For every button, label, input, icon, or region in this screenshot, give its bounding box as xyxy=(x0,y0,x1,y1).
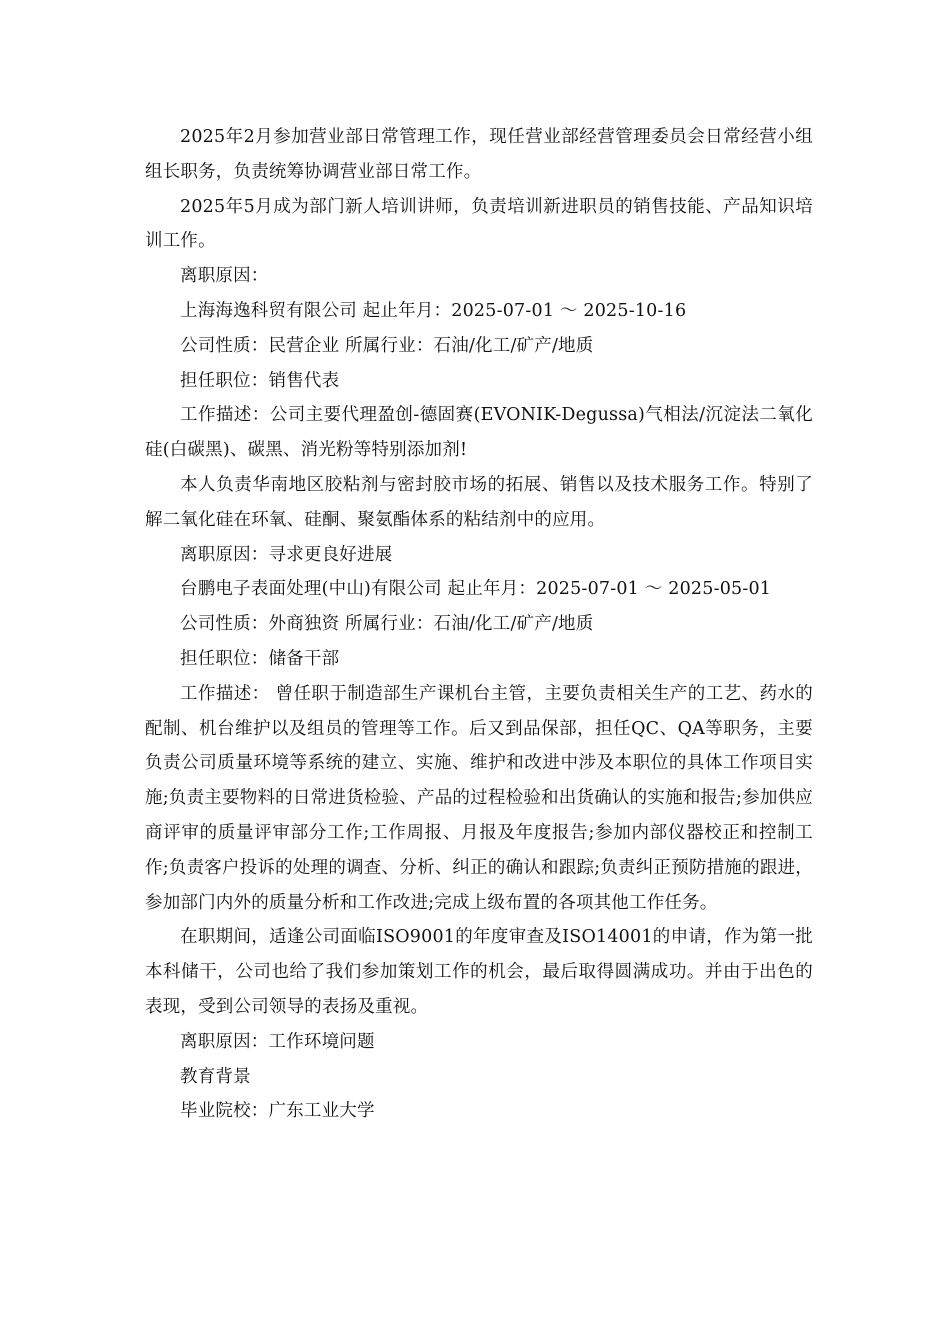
paragraph-leave-reason-3: 离职原因：工作环境问题 xyxy=(180,1031,375,1052)
paragraph-personal-responsibility-1: 本人负责华南地区胶粘剂与密封胶市场的拓展、销售以及技术服务工作。特别了解二氧化硅在环氧、硅酮、聚氨酯体系的粘结剂中的应用。 xyxy=(145,474,813,530)
paragraph-iso-achievement: 在职期间，适逢公司面临ISO9001的年度审查及ISO14001的申请，作为第一批本科储干，公司也给了我们参加策划工作的机会，最后取得圆满成功。并由于出色的表现，受到公司领导的表扬及重视。 xyxy=(145,927,813,1017)
paragraph-position-1: 担任职位：销售代表 xyxy=(180,370,340,391)
paragraph-position-2: 担任职位：储备干部 xyxy=(180,648,340,669)
document-body xyxy=(145,120,813,1129)
paragraph-graduate-school: 毕业院校：广东工业大学 xyxy=(180,1101,375,1122)
paragraph-company-nature-1: 公司性质：民营企业 所属行业：石油/化工/矿产/地质 xyxy=(180,335,594,356)
paragraph-job-description-2: 工作描述： 曾任职于制造部生产课机台主管，主要负责相关生产的工艺、药水的配制、机台维护以及组员的管理等工作。后又到品保部，担任QC、QA等职务，主要负责公司质量环境等系统的建立、实施、维护和改进中涉及本职位的具体工作项目实施;负责主要物料的日常进货检验、产品的过程检验和出货确认的实施和报告;参加供应商评审的质量评审部分工作;工作周报、月报及年度报告;参加内部仪器校正和控制工作;负责客户投诉的处理的调查、分析、纠正的确认和跟踪;负责纠正预防措施的跟进，参加部门内外的质量分析和工作改进;完成上级布置的各项其他工作任务。 xyxy=(145,683,813,913)
paragraph-leave-reason-2: 离职原因：寻求更良好进展 xyxy=(180,544,393,565)
paragraph-company-shanghai-haiyi: 上海海逸科贸有限公司 起止年月：2025-07-01 ～ 2025-10-16 xyxy=(180,300,687,321)
paragraph-responsibility-2025-02: 2025年2月参加营业部日常管理工作，现任营业部经营管理委员会日常经营小组组长职务，负责统筹协调营业部日常工作。 xyxy=(145,127,813,182)
paragraph-company-nature-2: 公司性质：外商独资 所属行业：石油/化工/矿产/地质 xyxy=(180,614,594,635)
paragraph-leave-reason-1: 离职原因： xyxy=(180,266,269,287)
paragraph-company-taipeng: 台鹏电子表面处理(中山)有限公司 起止年月：2025-07-01 ～ 2025-05-01 xyxy=(180,579,772,600)
paragraph-trainer-2025-05: 2025年5月成为部门新人培训讲师，负责培训新进职员的销售技能、产品知识培训工作。 xyxy=(145,196,813,252)
paragraph-job-description-1: 工作描述：公司主要代理盈创-德固赛(EVONIK-Degussa)气相法/沉淀法二氧化硅(白碳黑)、碳黑、消光粉等特别添加剂! xyxy=(145,405,813,461)
section-heading-education: 教育背景 xyxy=(180,1066,251,1087)
